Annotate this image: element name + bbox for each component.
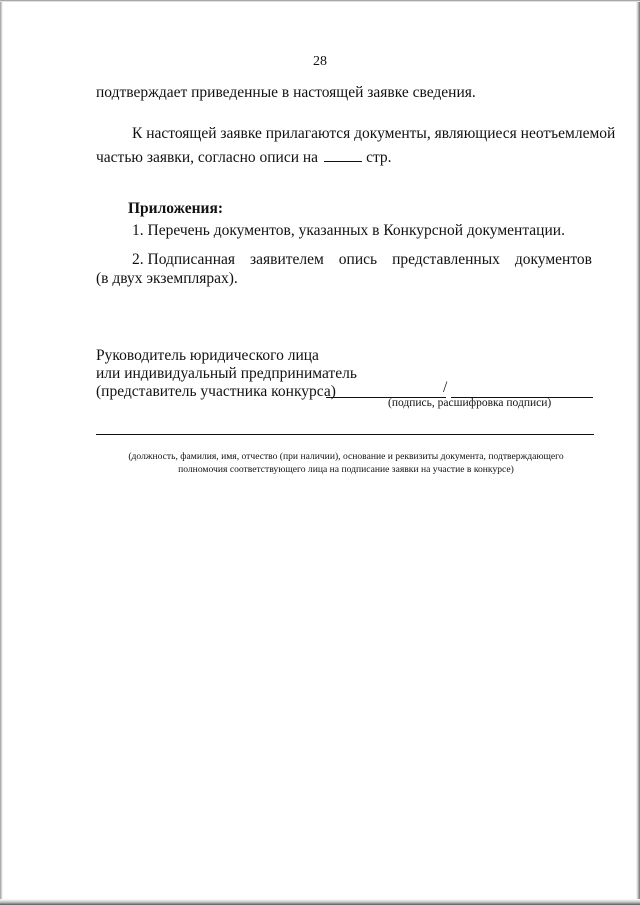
appendix-item-2-word: опись <box>338 251 378 268</box>
signature-caption: (подпись, расшифровка подписи) <box>388 397 552 409</box>
appendix-item-1: 1. Перечень документов, указанных в Конкурсной документации. <box>132 222 565 239</box>
appendices-heading: Приложения: <box>128 200 223 217</box>
appendix-item-2 <box>132 250 592 270</box>
attachment-paragraph-line1: К настоящей заявке прилагаются документы, являющиеся неотъемлемой <box>132 125 616 142</box>
signatory-line-3: (представитель участника конкурса) <box>96 383 336 400</box>
attachment-paragraph-line2-start: частью заявки, согласно описи на <box>96 149 319 166</box>
footnote-line-2: полномочия соответствующего лица на подписание заявки на участие в конкурсе) <box>178 464 514 475</box>
signature-separator: / <box>443 379 448 396</box>
scan-edge-right <box>636 0 640 905</box>
appendix-item-2-word: представленных <box>392 251 500 268</box>
position-details-field <box>96 434 594 435</box>
appendix-item-2-continuation: (в двух экземплярах). <box>96 270 238 287</box>
attachment-paragraph-line2 <box>96 148 392 168</box>
attachment-paragraph-line2-end: стр. <box>366 149 392 166</box>
paragraph-confirms: подтверждает приведенные в настоящей заявке сведения. <box>96 84 476 101</box>
appendix-item-2-word: 2. Подписанная <box>132 251 236 268</box>
appendix-item-2-word: заявителем <box>250 251 324 268</box>
signatory-line-2: или индивидуальный предприниматель <box>96 365 357 382</box>
scan-edge-top <box>0 0 640 2</box>
position-details-caption <box>96 450 596 476</box>
scan-edge-left <box>0 0 3 905</box>
scan-edge-bottom <box>0 899 640 905</box>
signatory-line-1: Руководитель юридического лица <box>96 347 319 364</box>
page-number: 28 <box>313 54 327 69</box>
appendix-item-2-word: документов <box>514 251 592 268</box>
page-count-blank <box>324 149 362 162</box>
footnote-line-1: (должность, фамилия, имя, отчество (при наличии), основание и реквизиты документа, подтверждающего <box>128 451 564 462</box>
